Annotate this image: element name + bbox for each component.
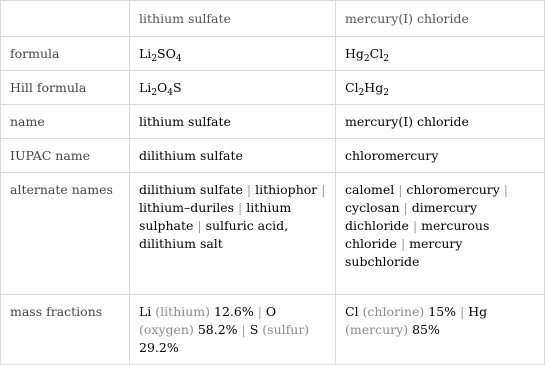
separator: | <box>412 218 418 233</box>
formula-symbol: Li <box>139 79 152 95</box>
row-label-iupac-name: IUPAC name <box>1 139 130 173</box>
alternate-name: dilithium sulfate <box>139 182 243 197</box>
row-label-mass-fractions: mass fractions <box>1 295 130 365</box>
alternate-name: mercurous chloride <box>345 218 490 251</box>
element-symbol: Hg <box>468 304 488 319</box>
table-row-mass-fractions <box>1 295 545 365</box>
separator: | <box>400 236 406 251</box>
formula-subscript: 2 <box>151 87 158 98</box>
formula-symbol: Hg <box>364 79 384 95</box>
table-row-name <box>1 105 545 139</box>
formula-lithium-sulfate <box>130 37 336 71</box>
formula-subscript: 4 <box>175 53 182 64</box>
iupac-name-mercury-chloride: chloromercury <box>336 139 545 173</box>
formula-symbol: S <box>173 79 182 95</box>
row-label-alternate-names: alternate names <box>1 173 130 295</box>
element-name: (lithium) <box>155 304 211 319</box>
separator: | <box>257 304 262 319</box>
formula-subscript: 2 <box>383 53 389 64</box>
formula-subscript: 2 <box>358 87 365 98</box>
alternate-name: lithiophor <box>255 182 318 197</box>
formula-subscript: 2 <box>363 53 370 64</box>
element-symbol: S <box>249 322 259 337</box>
alternate-name: dimercury dichloride <box>345 200 478 233</box>
alternate-name: sulfuric acid, dilithium salt <box>139 218 289 251</box>
element-symbol: Li <box>139 304 152 319</box>
alternate-name: mercury subchloride <box>345 236 463 269</box>
name-lithium-sulfate: lithium sulfate <box>130 105 336 139</box>
mass-fraction-value: 12.6% <box>214 304 254 319</box>
header-row <box>1 1 545 37</box>
separator: | <box>246 182 252 197</box>
mass-fraction-value: 29.2% <box>139 340 179 355</box>
formula-symbol: Cl <box>345 79 359 95</box>
element-name: (mercury) <box>345 322 409 337</box>
alternate-name: calomel <box>345 182 395 197</box>
separator: | <box>460 304 465 319</box>
alternate-names-mercury-chloride <box>336 173 545 295</box>
separator: | <box>398 182 403 197</box>
formula-subscript: 2 <box>151 53 158 64</box>
mass-fraction-value: 15% <box>428 304 457 319</box>
alternate-name: lithium sulphate <box>139 200 292 233</box>
name-mercury-chloride: mercury(I) chloride <box>336 105 545 139</box>
column-header-mercury-chloride: mercury(I) chloride <box>336 1 545 37</box>
hill-formula-mercury-chloride <box>336 71 545 105</box>
alternate-names-lithium-sulfate <box>130 173 336 295</box>
alternate-name: chloromercury <box>406 182 500 197</box>
alternate-name: lithium–duriles <box>139 200 235 215</box>
row-label-name: name <box>1 105 130 139</box>
element-name: (oxygen) <box>139 322 194 337</box>
separator: | <box>503 182 509 197</box>
formula-symbol: Cl <box>369 45 384 61</box>
table-row-alternate-names <box>1 173 545 295</box>
element-symbol: Cl <box>345 304 359 319</box>
mass-fraction-entry <box>139 304 254 319</box>
formula-subscript: 2 <box>383 87 389 98</box>
table-row-iupac-name <box>1 139 545 173</box>
element-symbol: O <box>265 304 277 319</box>
mass-fraction-value: 58.2% <box>197 322 238 337</box>
separator: | <box>197 218 202 233</box>
formula-symbol: Hg <box>345 45 364 61</box>
table-row-formula <box>1 37 545 71</box>
mass-fractions-lithium-sulfate <box>130 295 336 365</box>
alternate-name: cyclosan <box>345 200 400 215</box>
mass-fractions-mercury-chloride <box>336 295 545 365</box>
formula-symbol: SO <box>157 45 176 61</box>
element-name: (chlorine) <box>362 304 425 319</box>
formula-subscript: 4 <box>167 87 174 98</box>
row-label-hill-formula: Hill formula <box>1 71 130 105</box>
mass-fraction-value: 85% <box>412 322 440 337</box>
mass-fraction-entry <box>345 304 456 319</box>
column-header-lithium-sulfate: lithium sulfate <box>130 1 336 37</box>
separator: | <box>238 200 243 215</box>
separator: | <box>321 182 326 197</box>
row-label-formula: formula <box>1 37 130 71</box>
formula-symbol: Li <box>139 45 152 61</box>
iupac-name-lithium-sulfate: dilithium sulfate <box>130 139 336 173</box>
corner-cell <box>1 1 130 37</box>
table-row-hill-formula <box>1 71 545 105</box>
element-name: (sulfur) <box>262 322 310 337</box>
separator: | <box>241 322 246 337</box>
hill-formula-lithium-sulfate <box>130 71 336 105</box>
formula-mercury-chloride <box>336 37 545 71</box>
separator: | <box>403 200 408 215</box>
formula-symbol: O <box>157 79 168 95</box>
